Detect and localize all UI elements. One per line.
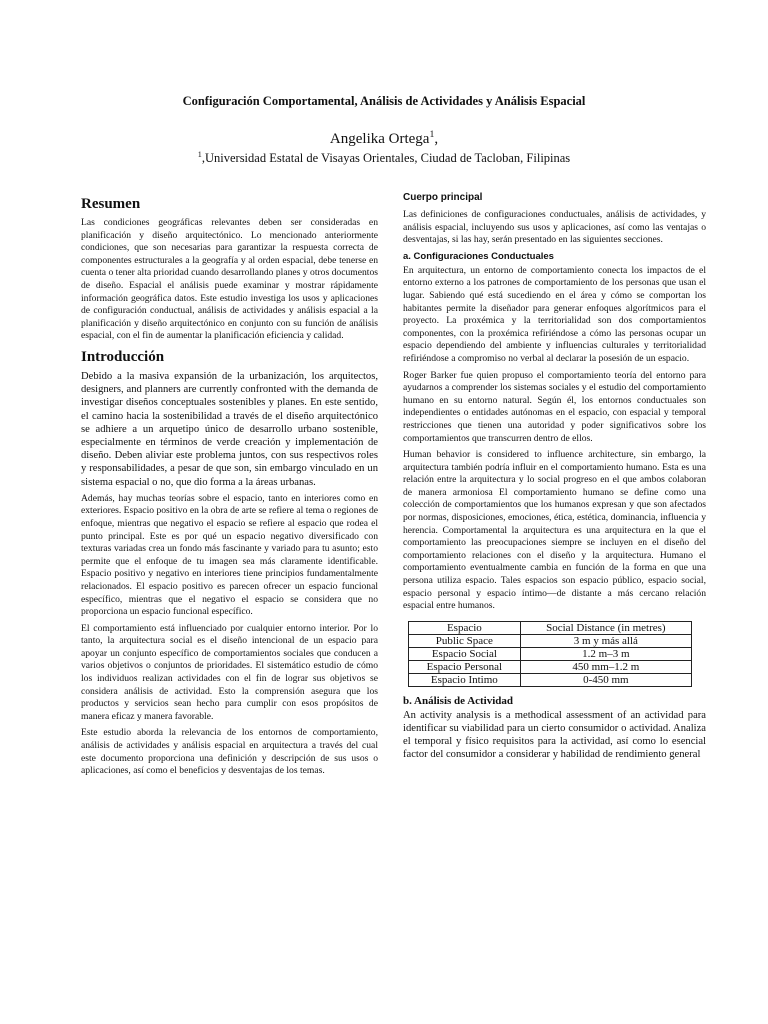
affil-mark: 1 bbox=[197, 149, 202, 159]
paper-title: Configuración Comportamental, Análisis de Actividades y Análisis Espacial bbox=[182, 94, 586, 108]
table-cell: Espacio Intimo bbox=[409, 673, 521, 686]
table-row bbox=[409, 634, 692, 647]
social-distance-table bbox=[408, 621, 692, 687]
table-row bbox=[409, 660, 692, 673]
affiliation-text: ,Universidad Estatal de Visayas Orientales, Ciudad de Tacloban, Filipinas bbox=[201, 151, 571, 165]
intro-paragraph-4: Este estudio aborda la relevancia de los entornos de comportamiento, análisis de actividades y análisis espacial en arquitectura a través del cual este documento proporciona una definición y descripción de sus usos o aplicaciones, así como el beneficios y desventajas de los temas. bbox=[81, 727, 378, 777]
section-a-heading: a. Configuraciones Conductuales bbox=[403, 250, 554, 262]
section-a-paragraph-1: En arquitectura, un entorno de comportamiento conecta los impactos de el entorno externo a los patrones de comportamiento de los personas que usan el lugar. Sabiendo qué está sucediendo en el área y cómo se comportan los habitantes permite la diseñador para generar enfoques algorítmicos para el proyecto. La proxémica y la territorialidad son dos comportamientos componentes, con la proxémica refiriéndose a cómo las personas ocupar un espacio dependiendo del ambiente y influencias culturales y territorialidad refiriéndose a compromiso no verbal al declarar la posesión de un espacio. bbox=[403, 264, 706, 364]
table-cell: Espacio Social bbox=[409, 647, 521, 660]
table-header-cell: Espacio bbox=[409, 621, 521, 634]
intro-paragraph-2: Además, hay muchas teorías sobre el espacio, tanto en interiores como en exteriores. Espacio positivo en la obra de arte se refiere al tema o regiones de enfoque, mientras que negativo el espacio se refiere al espacio que rodea el punto principal. Este es por qué un espacio negativo diversificado con texturas variadas crea un fondo más fascinante y variado para tu asunto; esto permite que el enfoque de tu imagen sea más claramente identificable. Espacio positivo y negativo en interiores tiene principios fundamentalmente relacionados. El espacio positivo es parecen ofrecer un espacio funcional específico, mientras que el negativo el espacio se considera que no proporciona un espacio funcional específico. bbox=[81, 492, 378, 618]
table-cell: Espacio Personal bbox=[409, 660, 521, 673]
cuerpo-heading: Cuerpo principal bbox=[403, 192, 483, 203]
table-header-cell: Social Distance (in metres) bbox=[520, 621, 691, 634]
section-a-paragraph-2: Roger Barker fue quien propuso el comportamiento teoría del entorno para ayudarnos a comprender los sistemas sociales y el estudio del comportamiento humano en su entorno natural. Según él, los entornos conductuales son independientes o entidades autónomas en el espacio, con espacial y temporal restricciones que tienen una autoridad y poder significativos sobre los comportamientos que transcurren dentro de ellos. bbox=[403, 369, 706, 444]
table-cell: 0-450 mm bbox=[520, 673, 691, 686]
table-cell: Public Space bbox=[409, 634, 521, 647]
section-b-heading: b. Análisis de Actividad bbox=[403, 694, 514, 707]
cuerpo-paragraph: Las definiciones de configuraciones conductuales, análisis de actividades, y análisis espacial, incluyendo sus usos y aplicaciones, así como las ventajas o desventajas, si las hay, serán presentado en las siguientes secciones. bbox=[403, 209, 706, 246]
table-cell: 3 m y más allá bbox=[520, 634, 691, 647]
author-affil-mark: 1 bbox=[429, 129, 435, 140]
affiliation-line bbox=[0, 151, 768, 166]
table-row bbox=[409, 673, 692, 686]
table-header-row bbox=[409, 621, 692, 634]
resumen-paragraph: Las condiciones geográficas relevantes deben ser consideradas en planificación y diseño arquitectónico. Lo mencionado anteriormente condiciones, que son necesarias para garantizar la respuesta correcta de componentes estructurales a la geografía y al orden espacial, debe tenerse en cuenta o tener alta prioridad cuando desarrollando planes y otros documentos de diseño. Espacial el análisis puede examinar y mostrar rápidamente información geográfica datos. Este estudio investiga los usos y aplicaciones de configuración conductual, análisis de actividades y análisis espacial a la planificación y diseño arquitectónico en conjunto con su función de análisis espacial, con el fin de aumentar la planificación eficiencia y calidad. bbox=[81, 217, 378, 342]
resumen-heading: Resumen bbox=[81, 196, 141, 212]
author-name: Angelika Ortega bbox=[329, 131, 430, 147]
section-a-paragraph-3: Human behavior is considered to influence architecture, sin embargo, la arquitectura también podría influir en el comportamiento humano. Esta es una relación entre la arquitectura y lo social progreso en el que ambos colaboran de manera armoniosa El comportamiento humano se define como una colección de comportamientos que los humanos expresan y que son afectados por normas, disposiciones, emociones, ética, estética, dominancia, influencia y herencia. Comportamental la arquitectura es una arquitectura en la que el comportamiento las preocupaciones siempre se incluyen en el diseño del comportamiento relaciones con el diseño y la arquitectura. Humano el comportamiento eventualmente cambia en función de la forma en que una persona utiliza espacio. Tales espacios son espacio público, espacio social, espacio personal y espacio íntimo—de distante a más cercano relación espacial entre humanos. bbox=[403, 449, 706, 612]
author-line: Angelika Ortega$^1$, bbox=[329, 129, 439, 147]
intro-heading: Introducción bbox=[81, 348, 165, 365]
section-b-paragraph: An activity analysis is a methodical assessment of an actividad para identificar su viabilidad para un cierto consumidor o actividad. Analiza el temporal y físico requisitos para la actividad, así como lo esencial factor del consumidor a considerar y habilidad de rendimiento general bbox=[403, 709, 706, 761]
table-cell: 450 mm–1.2 m bbox=[520, 660, 691, 673]
intro-paragraph-1: Debido a la masiva expansión de la urbanización, los arquitectos, designers, and planners are currently confronted with the demanda de investigar diseños conceptuales sostenibles y planes. En este sentido, el camino hacia la sostenibilidad a través de el diseño arquitectónico se adhiere a un arquetipo único de desarrollo urbano sostenible, especialmente en términos de verde creación y implementación de diseño. Deben aliviar este problema juntos, con sus respectivos roles y responsabilidades, a pesar de que son, sin embargo vinculado en un sistema espacial o no, que dio forma a la áreas urbanas. bbox=[81, 370, 378, 488]
table-row bbox=[409, 647, 692, 660]
intro-paragraph-3: El comportamiento está influenciado por cualquier entorno interior. Por lo tanto, la arquitectura social es el diseño intencional de un espacio para apoyar un conjunto específico de comportamientos sociales que conducen a varios objetivos o conjuntos de prioridades. El sistemático estudio de cómo los individuos realizan actividades con el fin de lograr sus objetivos se considera análisis de actividad. Esto la comprensión asegura que los productos y servicios sean hecho para cumplir con esos propósitos de manera eficaz y manera favorable. bbox=[81, 622, 378, 722]
right-column bbox=[403, 190, 706, 766]
left-column bbox=[81, 190, 378, 782]
table-cell: 1.2 m–3 m bbox=[520, 647, 691, 660]
